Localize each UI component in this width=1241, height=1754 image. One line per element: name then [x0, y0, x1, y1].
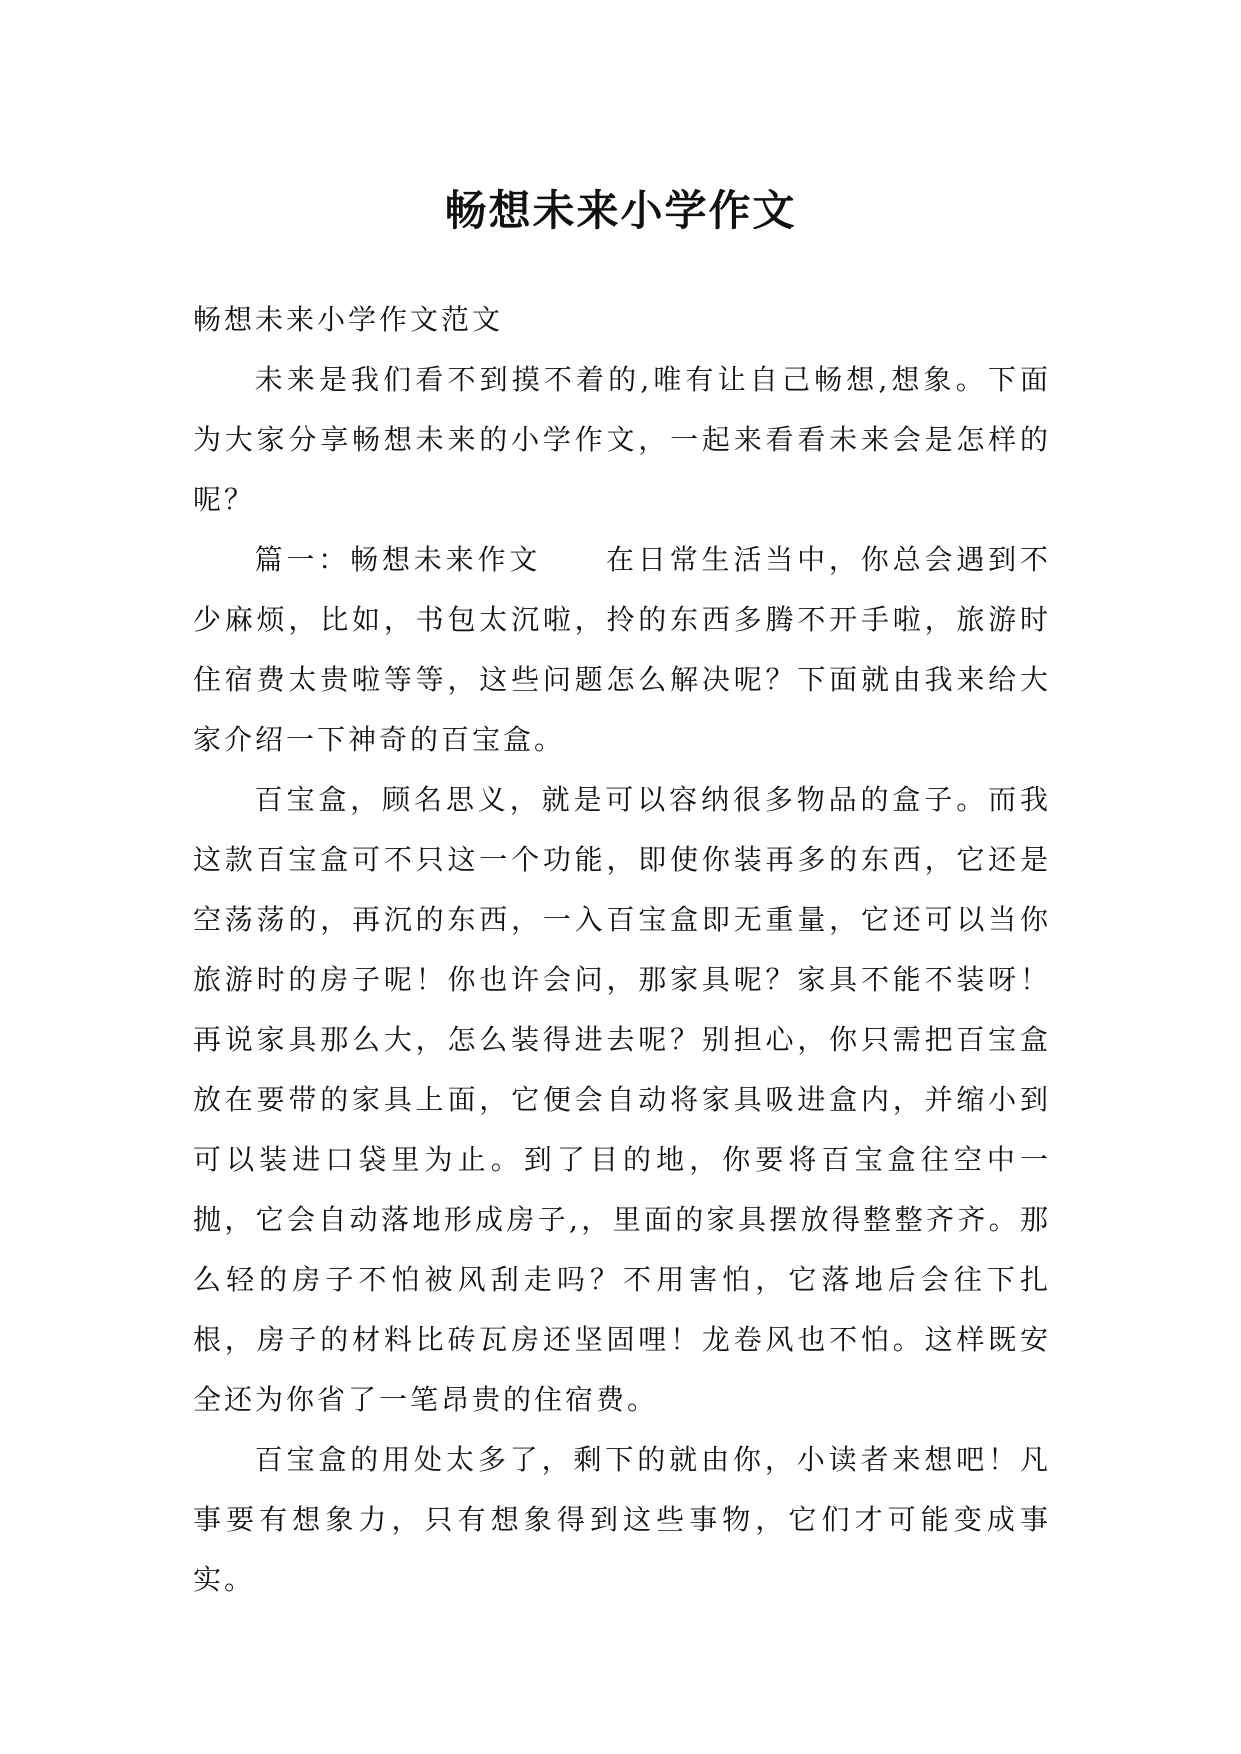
- document-title: 畅想未来小学作文: [444, 186, 797, 236]
- chapter-text: 在日常生活当中，你总会遇到不少麻烦，比如，书包太沉啦，拎的东西多腾不开手啦，旅游时住宿费太贵啦等等，这些问题怎么解决呢？下面就由我来给大家介绍一下神奇的百宝盒。: [193, 543, 1051, 756]
- body-paragraph-3: 百宝盒的用处太多了，剩下的就由你，小读者来想吧！凡事要有想象力，只有想象得到这些事物，它们才可能变成事实。: [193, 1443, 1051, 1596]
- chapter-paragraph: [193, 530, 1051, 770]
- intro-paragraph: 未来是我们看不到摸不着的,唯有让自己畅想,想象。下面为大家分享畅想未来的小学作文，一起来看看未来会是怎样的呢？: [193, 363, 1051, 516]
- document-body: [193, 290, 1051, 1610]
- body-paragraph-2: 百宝盒，顾名思义，就是可以容纳很多物品的盒子。而我这款百宝盒可不只这一个功能，即使你装再多的东西，它还是空荡荡的，再沉的东西，一入百宝盒即无重量，它还可以当你旅游时的房子呢！你也许会问，那家具呢？家具不能不装呀！再说家具那么大，怎么装得进去呢？别担心，你只需把百宝盒放在要带的家具上面，它便会自动将家具吸进盒内，并缩小到可以装进口袋里为止。到了目的地，你要将百宝盒往空中一抛，它会自动落地形成房子,，里面的家具摆放得整整齐齐。那么轻的房子不怕被风刮走吗？不用害怕，它落地后会往下扎根，房子的材料比砖瓦房还坚固哩！龙卷风也不怕。这样既安全还为你省了一笔昂贵的住宿费。: [193, 783, 1051, 1416]
- chapter-heading: 篇一：畅想未来作文: [254, 543, 542, 576]
- document-subtitle: 畅想未来小学作文范文: [193, 303, 504, 336]
